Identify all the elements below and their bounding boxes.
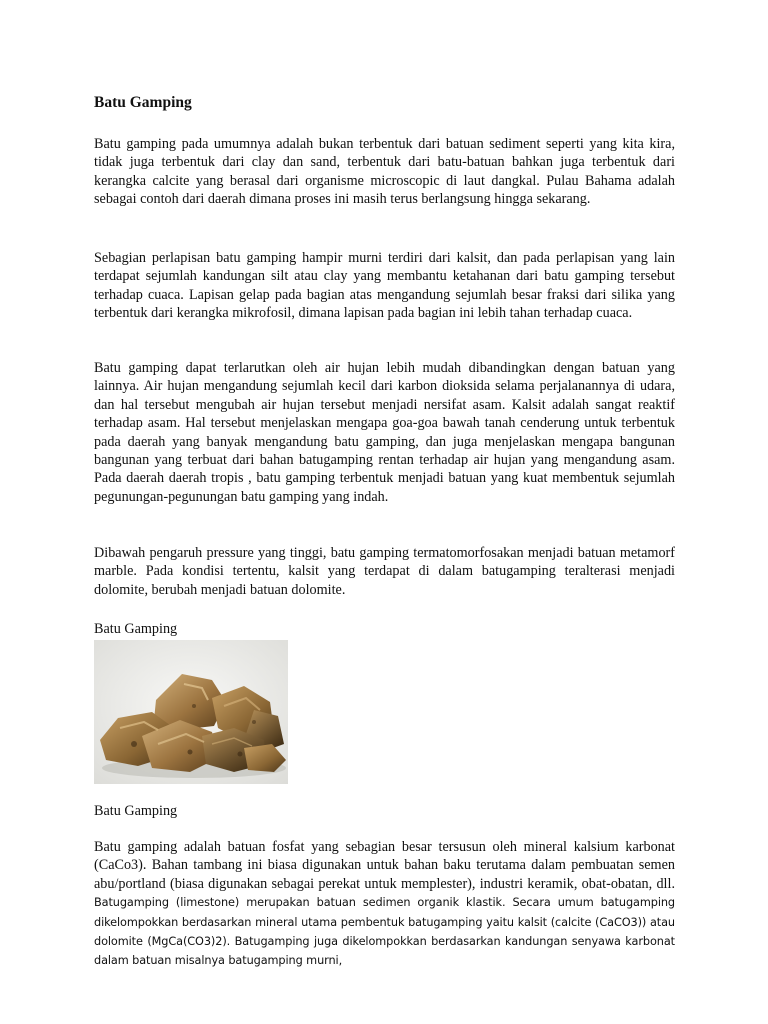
image-label-top: Batu Gamping (94, 621, 178, 637)
paragraph-2: Sebagian perlapisan batu gamping hampir murni terdiri dari kalsit, dan pada perlapisan yang lain terdapat sejumlah kandungan silt atau clay yang membantu ketahanan dari batu gamping tersebut terhadap cuaca. Lapisan gelap pada bagian atas mengandung sejumlah besar fraksi dari silika yang terbentuk dari kerangka mikrofosil, dimana lapisan pada bagian ini lebih tahan terhadap cuaca. (94, 250, 675, 322)
paragraph-5-sans-text: Batugamping (limestone) merupakan batuan sedimen organik klastik. Secara umum batugamping dikelompokkan berdasarkan mineral utama pembentuk batugamping yaitu kalsit (calcite (CaCO3)) atau dolomite (MgCa(CO3)2). Batugamping juga dikelompokkan berdasarkan kandungan senyawa karbonat dalam batuan misalnya batugamping murni, (94, 896, 675, 968)
limestone-rocks-photo (94, 640, 288, 784)
paragraph-1: Batu gamping pada umumnya adalah bukan terbentuk dari batuan sediment seperti yang kita kira, tidak juga terbentuk dari clay dan sand, terbentuk dari batu-batuan bahkan juga terbentuk dari kerangka calcite yang berasal dari organisme microscopic di laut dangkal. Pulau Bahama adalah sebagai contoh dari daerah dimana proses ini masih terus berlangsung hingga sekarang. (94, 136, 675, 208)
image-label-bottom: Batu Gamping (94, 803, 178, 819)
limestone-rocks-illustration (94, 640, 288, 784)
paragraph-5-serif-text: Batu gamping adalah batuan fosfat yang sebagian besar tersusun oleh mineral kalsium karbonat (CaCo3). Bahan tambang ini biasa digunakan untuk bahan baku terutama dalam pembuatan semen abu/portland (biasa digunakan sebagai perekat untuk memplester), industri keramik, obat-obatan, dll. (94, 839, 675, 892)
paragraph-3: Batu gamping dapat terlarutkan oleh air hujan lebih mudah dibandingkan dengan batuan yang lainnya. Air hujan mengandung sejumlah kecil dari karbon dioksida selama perjalanannya di udara, dan hal tersebut mengubah air hujan tersebut menjadi nersifat asam. Kalsit adalah sangat reaktif terhadap asam. Hal tersebut menjelaskan mengapa goa-goa bawah tanah cenderung untuk terbentuk pada daerah yang banyak mengandung batu gamping, dan juga menjelaskan mengapa bangunan bangunan yang terbuat dari bahan batugamping rentan terhadap air hujan yang mengandung asam. Pada daerah daerah tropis , batu gamping terbentuk menjadi batuan yang kuat membentuk sejumlah pegunungan-pegunungan batu gamping yang indah. (94, 360, 675, 505)
document-title: Batu Gamping (94, 94, 192, 111)
paragraph-5 (94, 838, 675, 971)
paragraph-4: Dibawah pengaruh pressure yang tinggi, batu gamping termatomorfosakan menjadi batuan metamorf marble. Pada kondisi tertentu, kalsit yang terdapat di dalam batugamping teralterasi menjadi dolomite, berubah menjadi batuan dolomite. (94, 545, 675, 598)
